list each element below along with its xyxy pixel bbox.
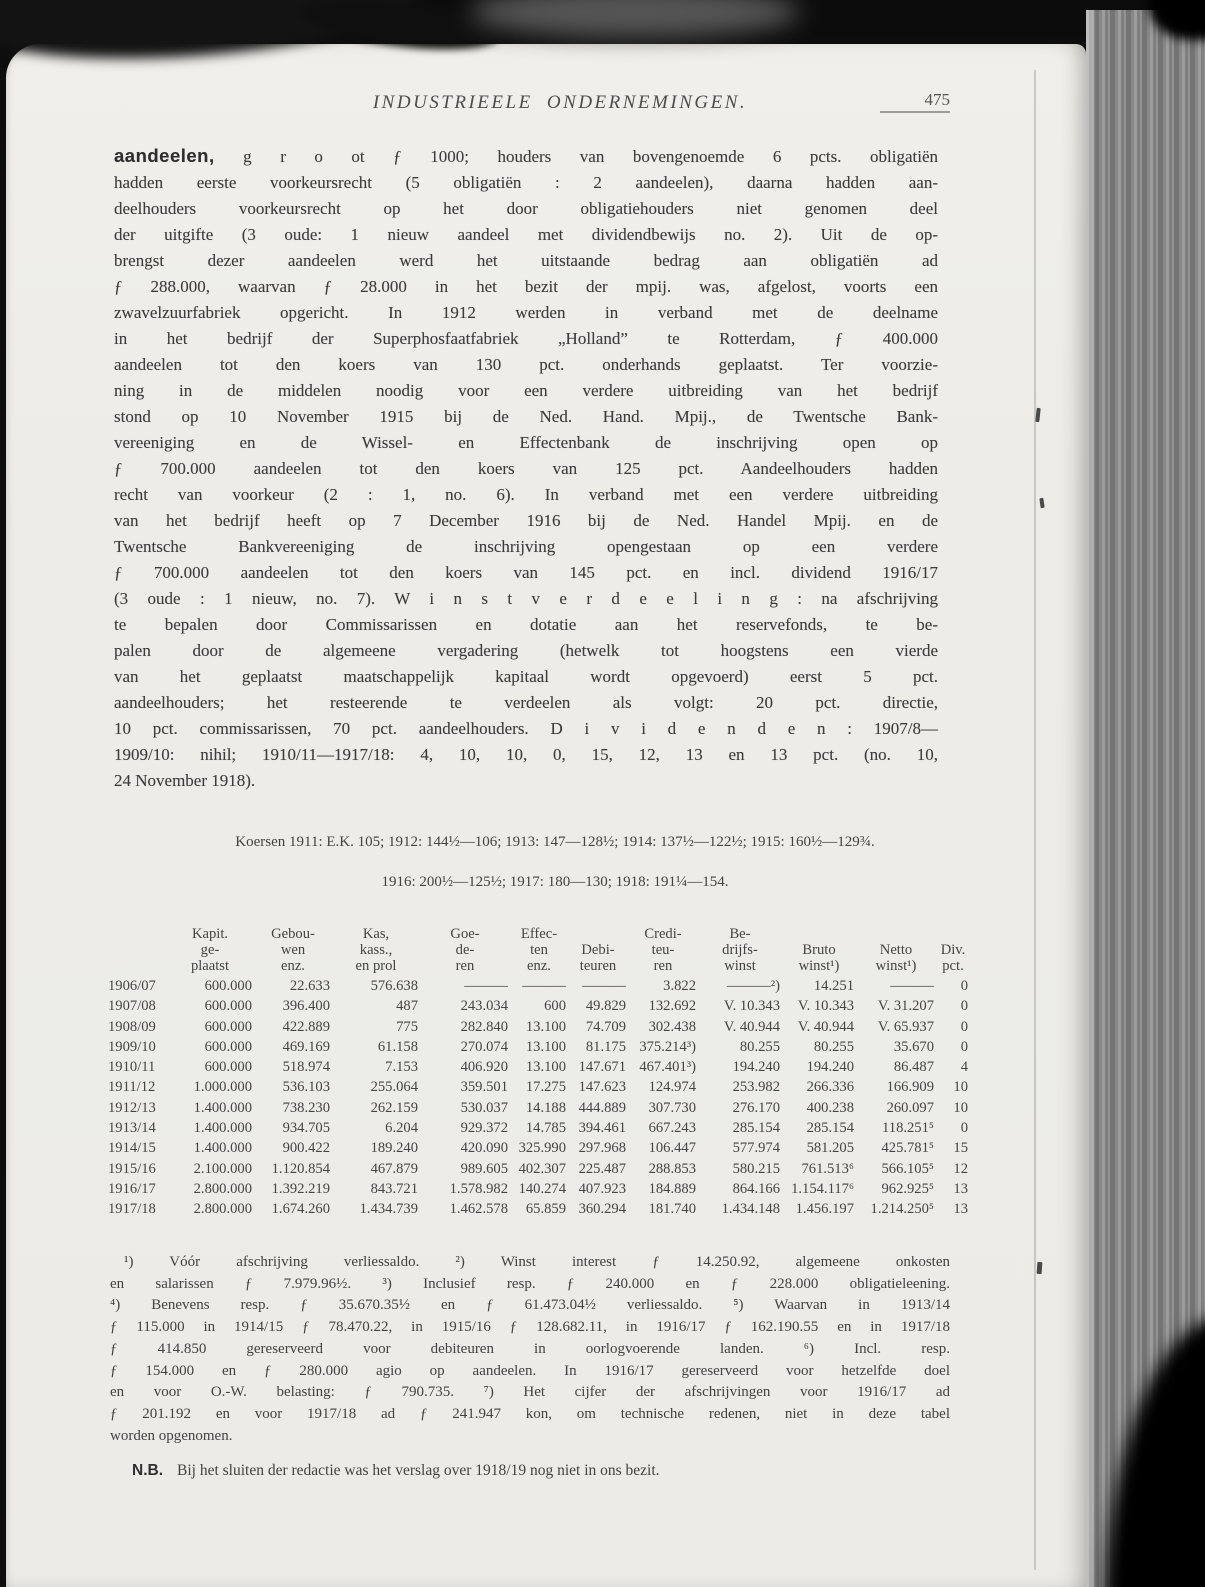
footnote-line: worden opgenomen. [110,1427,233,1444]
financial-table [106,926,970,1220]
table-cell: 13 [953,1201,968,1218]
table-cell: 600 [544,998,566,1015]
table-cell: 194.240 [806,1059,854,1076]
table-cell: 402.307 [518,1160,566,1177]
year-cell: 1907/08 [108,998,156,1015]
table-cell: 285.154 [732,1120,780,1137]
table-cell: 166.909 [886,1079,934,1096]
table-cell: 140.274 [518,1180,566,1197]
table-row [106,1138,970,1158]
year-cell: 1908/09 [108,1018,156,1035]
table-cell: 3.822 [663,978,696,994]
footnote-line: en salarissen ƒ 7.979.96½. ³) Inclusief resp. ƒ 240.000 en ƒ 228.000 obligatieleening. [110,1275,950,1292]
table-cell: 10 [953,1099,968,1116]
table-row [106,1179,970,1199]
table-cell: 61.158 [377,1038,418,1055]
table-cell: 184.889 [648,1180,696,1197]
table-cell: 262.159 [370,1099,418,1116]
table-cell: 0 [960,1038,968,1055]
table-cell: 282.840 [460,1018,508,1035]
year-cell: 1916/17 [108,1180,156,1197]
table-cell: 775 [396,1018,418,1035]
table-row [106,1057,970,1077]
table-cell: 15 [953,1140,968,1157]
year-cell: 1909/10 [108,1038,156,1055]
table-cell: 132.692 [648,998,696,1015]
table-cell: 900.422 [282,1140,330,1157]
table-header-cell: Effec- ten enz. [520,926,558,974]
table-cell: 536.103 [282,1079,330,1096]
table-cell: 225.487 [578,1160,626,1177]
table-cell: V. 40.944 [723,1018,780,1035]
koersen-line-1: Koersen 1911: E.K. 105; 1912: 144½—106; 1913: 147—128½; 1914: 137½—122½; 1915: 160½—129¾. [235,834,875,850]
table-cell: 864.166 [732,1180,780,1197]
table-cell: 1.000.000 [193,1079,252,1096]
footnote-line: ¹) Vóór afschrijving verliessaldo. ²) Winst interest ƒ 14.250.92, algemeene onkosten [124,1254,950,1270]
table-row [106,1037,970,1057]
table-row [106,1098,970,1118]
table-cell: 600.000 [204,1038,252,1055]
table-cell: ——— [522,978,566,994]
table-cell: 400.238 [806,1099,854,1116]
table-cell: 49.829 [585,998,626,1015]
table-row [106,976,970,996]
table-cell: ———²) [726,978,780,994]
paragraph-line: ƒ 288.000, waarvan ƒ 28.000 in het bezit der mpij. was, afgelost, voorts een [114,277,938,296]
paragraph-line: der uitgifte (3 oude: 1 nieuw aandeel met dividendbewijs no. 2). Uit de op- [114,225,938,244]
table-cell: 1.214.250⁵ [870,1201,934,1218]
paragraph-line: ning in de middelen noodig voor een verdere uitbreiding van het bedrijf [114,381,938,400]
paragraph-line: palen door de algemeene vergadering (hetwelk tot hoogstens een vierde [114,641,938,660]
table-cell: 467.401³) [639,1059,696,1076]
table-cell: 359.501 [460,1079,508,1096]
paragraph-line: van het bedrijf heeft op 7 December 1916 bij de Ned. Handel Mpij. en de [114,511,938,530]
table-cell: ——— [890,978,934,994]
table-cell: 14.188 [525,1099,566,1116]
table-cell: 394.461 [578,1120,626,1137]
paragraph-line: te bepalen door Commissarissen en dotatie aan het reservefonds, te be- [114,615,938,634]
table-cell: 1.154.117⁶ [791,1180,854,1197]
table-cell: 761.513⁶ [801,1160,854,1177]
table-cell: 738.230 [282,1099,330,1116]
koersen-line-2: 1916: 200½—125½; 1917: 180—130; 1918: 191¼—154. [381,874,729,890]
table-cell: 444.889 [578,1099,626,1116]
paragraph-line: van het geplaatst maatschappelijk kapitaal wordt opgevoerd) eerst 5 pct. [114,667,938,686]
table-cell: 255.064 [370,1079,418,1096]
table-cell: V. 31.207 [877,998,934,1015]
table-cell: 576.638 [370,978,418,994]
paragraph-line: aandeelen, g r o ot ƒ 1000; houders van bovengenoemde 6 pcts. obligatiën [114,145,938,166]
table-cell: 1.400.000 [193,1120,252,1137]
table-cell: 2.800.000 [193,1201,252,1218]
paragraph-line: aandeelen tot den koers van 130 pct. onderhands geplaatst. Ter voorzie- [114,355,938,374]
main-paragraph [114,143,938,794]
paragraph-line: (3 oude : 1 nieuw, no. 7). W i n s t v e r d e e l i n g : na afschrijving [114,589,938,608]
table-cell: 13.100 [525,1059,566,1076]
table-row [106,1118,970,1138]
table-cell: 962.925⁵ [881,1180,934,1197]
table-cell: 406.920 [460,1059,508,1076]
table-cell: 2.800.000 [193,1180,252,1197]
table-cell: 1.434.739 [359,1201,418,1218]
table-cell: 243.034 [460,998,508,1015]
footnotes [110,1252,950,1447]
nb-text: Bij het sluiten der redactie was het verslag over 1918/19 nog niet in ons bezit. [177,1462,660,1479]
paragraph-line: deelhouders voorkeursrecht op het door obligatiehouders niet genomen deel [114,199,938,218]
table-cell: 10 [953,1079,968,1096]
table-cell: 375.214³) [639,1038,696,1055]
table-header-cell: Netto winst¹) [875,942,917,974]
paragraph-line: vereeniging en de Wissel- en Effectenbank de inschrijving open op [114,433,938,452]
table-cell: 581.205 [806,1140,854,1157]
table-cell: 35.670 [893,1038,934,1055]
table-cell: 13 [953,1180,968,1197]
table-cell: 4 [960,1059,968,1076]
table-cell: 124.974 [648,1079,696,1096]
year-cell: 1917/18 [108,1201,156,1218]
table-cell: 260.097 [886,1099,934,1116]
table-cell: 989.605 [460,1160,508,1177]
table-cell: ——— [464,978,508,994]
paragraph-line: 24 November 1918). [114,771,256,790]
table-header-cell: Credi- teu- ren [644,926,682,974]
table-header-cell: Bruto winst¹) [798,942,840,974]
table-cell: V. 65.937 [877,1018,934,1035]
table-row [106,996,970,1016]
table-cell: 270.074 [460,1038,508,1055]
footnote-line: ƒ 115.000 in 1914/15 ƒ 78.470.22, in 1915/16 ƒ 128.682.11, in 1916/17 ƒ 162.190.55 en in 1917/18 [110,1319,950,1336]
table-cell: 65.859 [525,1201,566,1218]
table-cell: 0 [960,1120,968,1137]
paragraph-line: aandeelhouders; het resteerende te verdeelen als volgt: 20 pct. directie, [114,693,938,712]
table-row [106,1199,970,1219]
table-cell: 467.879 [370,1160,418,1177]
table-row [106,1077,970,1097]
table-header-cell: Kapit. ge- plaatst [190,926,230,974]
table-cell: 487 [396,998,418,1015]
year-cell: 1912/13 [108,1099,156,1116]
table-cell: 181.740 [648,1201,696,1218]
paragraph-line: brengst dezer aandeelen werd het uitstaande bedrag aan obligatiën ad [114,251,938,270]
table-cell: 1.456.197 [795,1201,854,1218]
table-row [106,1017,970,1037]
page-number: 475 [880,90,950,113]
table-cell: 2.100.000 [193,1160,252,1177]
table-cell: 118.251⁵ [882,1120,934,1137]
footnote-line: ƒ 201.192 en voor 1917/18 ad ƒ 241.947 kon, om technische redenen, niet in deze tabel [110,1405,950,1422]
table-cell: 7.153 [385,1059,418,1076]
table-cell: 13.100 [525,1018,566,1035]
table-cell: 266.336 [806,1079,854,1096]
running-head-title: INDUSTRIEELE ONDERNEMINGEN. [372,92,748,113]
paragraph-line: 10 pct. commissarissen, 70 pct. aandeelhouders. D i v i d e n d e n : 1907/8— [114,719,938,738]
table-cell: 843.721 [370,1180,418,1197]
table-cell: ——— [582,978,626,994]
table-cell: 14.251 [813,978,854,994]
table-cell: 14.785 [525,1120,566,1137]
table-cell: 307.730 [648,1099,696,1116]
table-cell: 1.120.854 [271,1160,330,1177]
table-cell: 285.154 [806,1120,854,1137]
table-row [106,1159,970,1179]
table-cell: 600.000 [204,978,252,994]
table-cell: 13.100 [525,1038,566,1055]
table-cell: 425.781⁵ [881,1140,934,1157]
table-cell: 302.438 [648,1018,696,1035]
table-cell: 17.275 [525,1079,566,1096]
year-cell: 1910/11 [108,1059,156,1076]
table-cell: 667.243 [648,1120,696,1137]
paragraph-line: 1909/10: nihil; 1910/11—1917/18: 4, 10, 10, 0, 15, 12, 13 en 13 pct. (no. 10, [114,745,938,764]
table-header-cell [106,926,166,976]
year-cell: 1915/16 [108,1160,156,1177]
nb-note [110,1462,972,1480]
table-cell: 297.968 [578,1140,626,1157]
table-cell: 74.709 [585,1018,626,1035]
paragraph-lead-word: aandeelen, [114,145,215,166]
table-header-cell: Gebou- wen enz. [271,926,315,974]
table-cell: 106.447 [648,1140,696,1157]
table-cell: 325.990 [518,1140,566,1157]
table-cell: 81.175 [585,1038,626,1055]
table-cell: 1.578.982 [449,1180,508,1197]
table-header-cell: Goe- de- ren [450,926,480,974]
table-cell: 420.090 [460,1140,508,1157]
table-cell: 1.434.148 [721,1201,780,1218]
footnote-line: ƒ 414.850 gereserveerd voor debiteuren in oorlogvoerende landen. ⁶) Incl. resp. [110,1340,950,1357]
table-header-row [106,926,970,976]
table-cell: 934.705 [282,1120,330,1137]
table-cell: 86.487 [893,1059,934,1076]
paragraph-line: ƒ 700.000 aandeelen tot den koers van 145 pct. en incl. dividend 1916/17 [114,563,938,582]
nb-label: N.B. [132,1462,163,1479]
table-cell: V. 10.343 [797,998,854,1015]
paragraph-line: ƒ 700.000 aandeelen tot den koers van 125 pct. Aandeelhouders hadden [114,459,938,478]
paragraph-line: hadden eerste voorkeursrecht (5 obligatiën : 2 aandeelen), daarna hadden aan- [114,173,938,192]
table-cell: 1.462.578 [449,1201,508,1218]
table-header-cell: Be- drijfs- winst [722,926,758,974]
footnote-line: ⁴) Benevens resp. ƒ 35.670.35½ en ƒ 61.473.04½ verliessaldo. ⁵) Waarvan in 1913/14 [110,1297,950,1314]
table-cell: 396.400 [282,998,330,1015]
table-cell: 147.623 [578,1079,626,1096]
table-cell: 22.633 [289,978,330,994]
table-cell: 253.982 [732,1079,780,1096]
table-cell: 276.170 [732,1099,780,1116]
table-cell: 577.974 [732,1140,780,1157]
year-cell: 1914/15 [108,1140,156,1157]
paragraph-line: stond op 10 November 1915 bij de Ned. Hand. Mpij., de Twentsche Bank- [114,407,938,426]
table-cell: 518.974 [282,1059,330,1076]
table-cell: 0 [960,1018,968,1035]
year-cell: 1906/07 [108,978,156,994]
table-cell: 1.400.000 [193,1140,252,1157]
table-cell: 147.671 [578,1059,626,1076]
table-header-cell: Div. pct. [940,942,966,974]
ink-speck [1037,1262,1043,1274]
paragraph-line: zwavelzuurfabriek opgericht. In 1912 werden in verband met de deelname [114,303,938,322]
table-cell: 288.853 [648,1160,696,1177]
table-cell: 0 [960,998,968,1015]
table-cell: 422.889 [282,1018,330,1035]
table-cell: 80.255 [813,1038,854,1055]
table-cell: 1.400.000 [193,1099,252,1116]
table-cell: 12 [953,1160,968,1177]
table-cell: 469.169 [282,1038,330,1055]
table-cell: 194.240 [732,1059,780,1076]
table-header-cell: Kas, kass., en prol [355,926,397,974]
table-cell: 407.923 [578,1180,626,1197]
table-cell: 600.000 [204,1018,252,1035]
paragraph-line: Twentsche Bankvereeniging de inschrijving opengestaan op een verdere [114,537,938,556]
table-cell: 0 [960,978,968,994]
table-cell: 80.255 [739,1038,780,1055]
table-header-cell: Debi- teuren [579,942,617,974]
table-cell: 360.294 [578,1201,626,1218]
table-cell: 600.000 [204,998,252,1015]
table-cell: 1.674.260 [271,1201,330,1218]
year-cell: 1913/14 [108,1120,156,1137]
table-cell: 566.105⁵ [881,1160,934,1177]
paragraph-line: in het bedrijf der Superphosfaatfabriek „Holland” te Rotterdam, ƒ 400.000 [114,329,938,348]
table-cell: 600.000 [204,1059,252,1076]
page-fold-line [1034,70,1036,1570]
table-cell: 1.392.219 [271,1180,330,1197]
table-cell: 189.240 [370,1140,418,1157]
table-cell: 580.215 [732,1160,780,1177]
footnote-line: en voor O.-W. belasting: ƒ 790.735. ⁷) Het cijfer der afschrijvingen voor 1916/17 ad [110,1384,950,1401]
table-cell: V. 10.343 [723,998,780,1015]
table-cell: 6.204 [385,1120,418,1137]
year-cell: 1911/12 [108,1079,156,1096]
footnote-line: ƒ 154.000 en ƒ 280.000 agio op aandeelen. In 1916/17 gereserveerd voor hetzelfde doel [110,1362,950,1379]
paragraph-line: recht van voorkeur (2 : 1, no. 6). In verband met een verdere uitbreiding [114,485,938,504]
table-cell: 530.037 [460,1099,508,1116]
table-cell: V. 40.944 [797,1018,854,1035]
table-cell: 929.372 [460,1120,508,1137]
